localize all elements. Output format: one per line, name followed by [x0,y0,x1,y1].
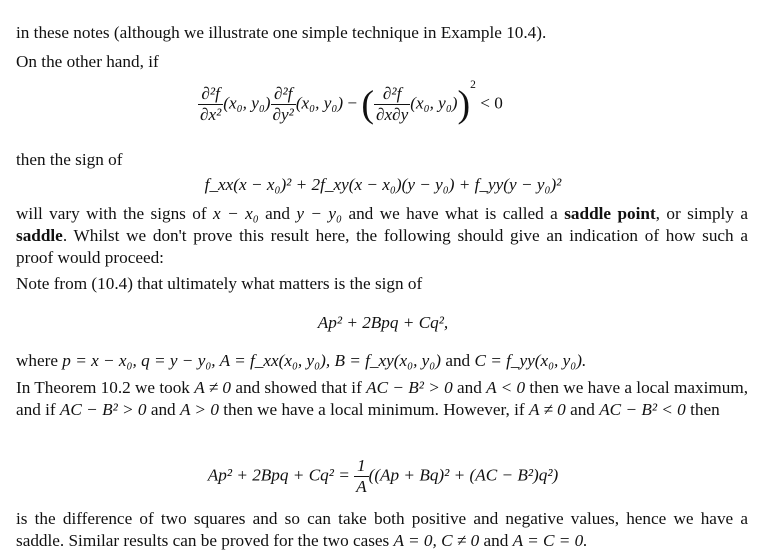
paragraph: will vary with the signs of x − x₀ and y − y₀ and we have what is called a saddle point, or simply a saddle. Whilst we don't prove this result here, the following should give an indication of how such a proof would proceed: [16,204,748,267]
fraction: $\frac{\text{∂²f}}{\text{∂x²}}$ [200,84,222,124]
argument: (x₀, y₀) [410,93,458,113]
exponent: 2 [470,78,476,91]
minus-sign: − [347,93,358,113]
argument: (x₀, y₀) [295,93,344,113]
text-line-2: On the other hand, if [16,52,159,71]
argument: (x₀, y₀) [223,93,271,113]
equation-hessian-condition [198,78,758,126]
text-line [16,22,748,44]
text-line [16,51,748,73]
text-line-3: then the sign of [16,150,123,169]
fraction: $\frac{\text{∂²f}}{\text{∂y²}}$ [272,84,294,124]
text-line-1: in these notes (although we illustrate one simple technique in Example 10.4). [16,23,547,42]
equation-text: f_xx(x − x₀)² + 2f_xy(x − x₀)(y − y₀) + f_yy(y − y₀)² [204,175,562,194]
term-saddle-point: saddle point [564,204,656,223]
fraction: $\frac{\text{∂²f}}{\partial x\partial y}$ [376,84,409,124]
text-line-5: Note from (10.4) that ultimately what matters is the sign of [16,274,423,293]
definitions-line: where p = x − x₀, q = y − y₀, A = f_xx(x₀, y₀), B = f_xy(x₀, y₀) and C = f_yy(x₀, y₀). [16,351,587,370]
left-paren: ( [361,83,375,126]
equation-lhs: Ap² + 2Bpq + Cq² = [207,465,350,485]
less-than-zero: < 0 [480,93,503,113]
term-saddle: saddle [16,226,63,245]
text-line [16,149,748,171]
fraction-one-over-A: $\frac{1}{A}$ [356,456,367,496]
text-line [16,273,748,295]
equation-text: Ap² + 2Bpq + Cq², [317,313,449,332]
paragraph: In Theorem 10.2 we took A ≠ 0 and showed that if AC − B² > 0 and A < 0 then we have a local maximum, and if AC − B² > 0 and A > 0 then we have a local minimum. However, if A ≠ 0 and AC − B² < 0 then [16,378,748,419]
equation-quadratic-form [0,175,766,195]
paragraph: is the difference of two squares and so can take both positive and negative values, hence we have a saddle. Similar results can be proved for the two cases A = 0, C ≠ 0 and A = C = 0. [16,509,748,550]
equation-rhs: ((Ap + Bq)² + (AC − B²)q²) [368,465,559,485]
equation-sign-expression [0,313,766,333]
right-paren: ) [457,83,471,126]
equation-difference-of-squares [0,456,766,497]
